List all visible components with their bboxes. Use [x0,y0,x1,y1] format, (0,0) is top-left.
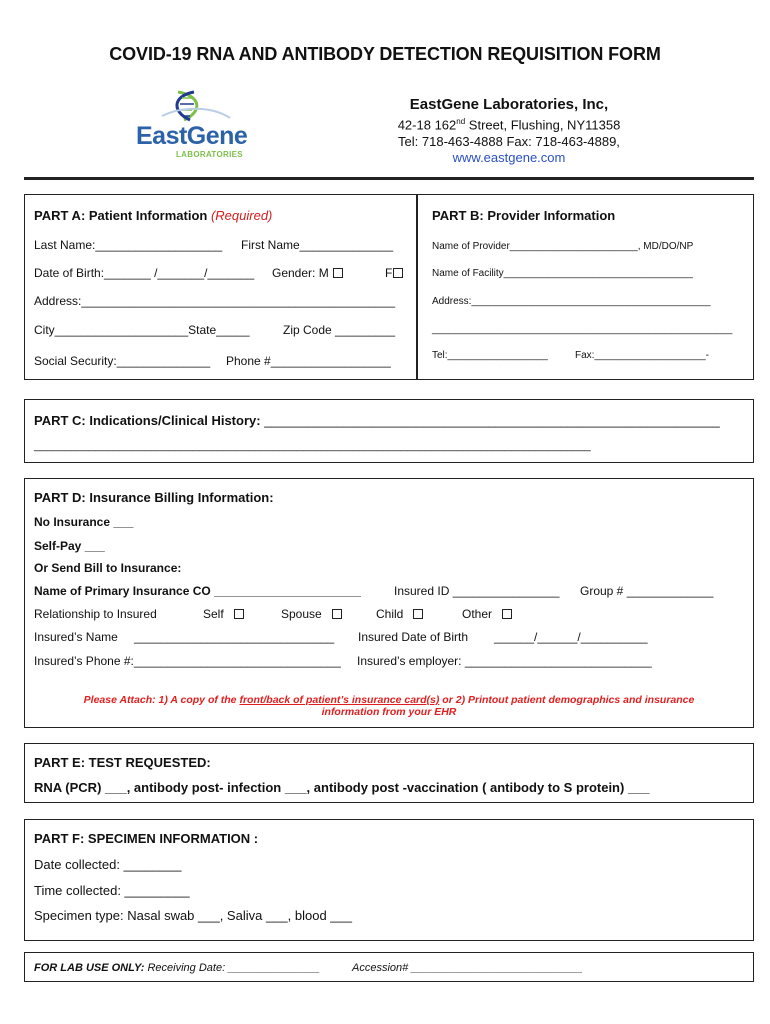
insured-id-field[interactable]: Insured ID ________________ [394,584,560,598]
relationship-self-checkbox[interactable]: Self [203,607,244,621]
company-name: EastGene Laboratories, Inc, [409,96,609,113]
part-c-box [24,399,754,463]
part-b-title: PART B: Provider Information [432,208,616,223]
patient-phone-field[interactable]: Phone #__________________ [226,354,391,368]
insured-dob-label: Insured Date of Birth [358,630,469,644]
send-bill-label: Or Send Bill to Insurance: [34,561,182,575]
city-state-field[interactable]: City____________________State_____ [34,323,250,337]
provider-fax-field[interactable]: Fax:____________________- [575,350,710,361]
facility-name-field[interactable]: Name of Facility__________________________________ [432,268,693,279]
insured-employer-field[interactable]: Insured’s employer: ____________________________ [357,654,652,668]
provider-address-line2[interactable]: ______________________________________________________ [432,324,733,335]
primary-insurance-field[interactable]: Name of Primary Insurance CO ______________________ [34,584,361,598]
part-d-title: PART D: Insurance Billing Information: [34,490,274,505]
specimen-type-field[interactable]: Specimen type: Nasal swab ___, Saliva ___, blood ___ [34,908,352,923]
relationship-label: Relationship to Insured [34,607,157,621]
time-collected-field[interactable]: Time collected: _________ [34,883,190,898]
company-address: 42-18 162nd Street, Flushing, NY11358 [397,117,621,133]
provider-tel-field[interactable]: Tel:__________________ [432,350,548,361]
provider-address-field[interactable]: Address:___________________________________________ [432,296,711,307]
last-name-field[interactable]: Last Name:___________________ [34,238,223,252]
first-name-field[interactable]: First Name______________ [241,238,394,252]
logo-sub-text: LABORATORIES [176,150,243,159]
patient-address-field[interactable]: Address:_______________________________________________ [34,294,396,308]
no-insurance-option[interactable]: No Insurance ___ [34,515,134,529]
clinical-history-line2[interactable]: ___________________________________________________________________________________________ [34,440,591,452]
part-ab-divider [416,195,418,379]
part-e-title: PART E: TEST REQUESTED: [34,755,211,770]
eastgene-logo [132,88,260,162]
part-c-title: PART C: Indications/Clinical History: _______________________________________________________________ [34,413,720,428]
insured-name-label: Insured’s Name [34,630,118,644]
lab-accession-field[interactable]: Accession# ____________________________ [352,962,583,974]
gender-m-checkbox[interactable]: Gender: M [272,266,343,280]
part-d-box [24,478,754,728]
company-website-link[interactable]: www.eastgene.com [452,150,566,165]
clinical-history-line1[interactable]: _______________________________________________________________ [264,413,720,428]
social-security-field[interactable]: Social Security:______________ [34,354,211,368]
part-a-title: PART A: Patient Information (Required) [34,208,273,223]
part-f-title: PART F: SPECIMEN INFORMATION : [34,831,259,846]
relationship-other-checkbox[interactable]: Other [462,607,512,621]
attach-instructions: Please Attach: 1) A copy of the front/back of patient’s insurance card(s) or 2) Printout patient demographics and insurance information from your EHR [83,694,695,718]
self-pay-option[interactable]: Self-Pay ___ [34,539,105,553]
zip-code-field[interactable]: Zip Code _________ [283,323,396,337]
dob-field[interactable]: Date of Birth:_______ /_______/_______ [34,266,255,280]
form-title: COVID-19 RNA AND ANTIBODY DETECTION REQUISITION FORM [109,44,661,64]
company-phone: Tel: 718-463-4888 Fax: 718-463-4889, [398,134,620,149]
gender-f-checkbox[interactable]: F [385,266,403,280]
date-collected-field[interactable]: Date collected: ________ [34,857,182,872]
header-divider [24,177,754,180]
tests-requested-field[interactable]: RNA (PCR) ___, antibody post- infection ___, antibody post -vaccination ( antibody to S protein) ___ [34,780,650,795]
relationship-child-checkbox[interactable]: Child [376,607,423,621]
provider-name-field[interactable]: Name of Provider_______________________, MD/DO/NP [432,241,694,252]
group-number-field[interactable]: Group # _____________ [580,584,714,598]
insured-phone-field[interactable]: Insured’s Phone #:_______________________________ [34,654,341,668]
relationship-spouse-checkbox[interactable]: Spouse [281,607,342,621]
lab-receiving-date-field[interactable]: FOR LAB USE ONLY: Receiving Date: _______________ [34,962,320,974]
insured-dob-field[interactable]: ______/______/__________ [494,630,648,644]
logo-brand-text: EastGene [136,122,248,150]
insured-name-field[interactable]: ______________________________ [134,630,335,644]
